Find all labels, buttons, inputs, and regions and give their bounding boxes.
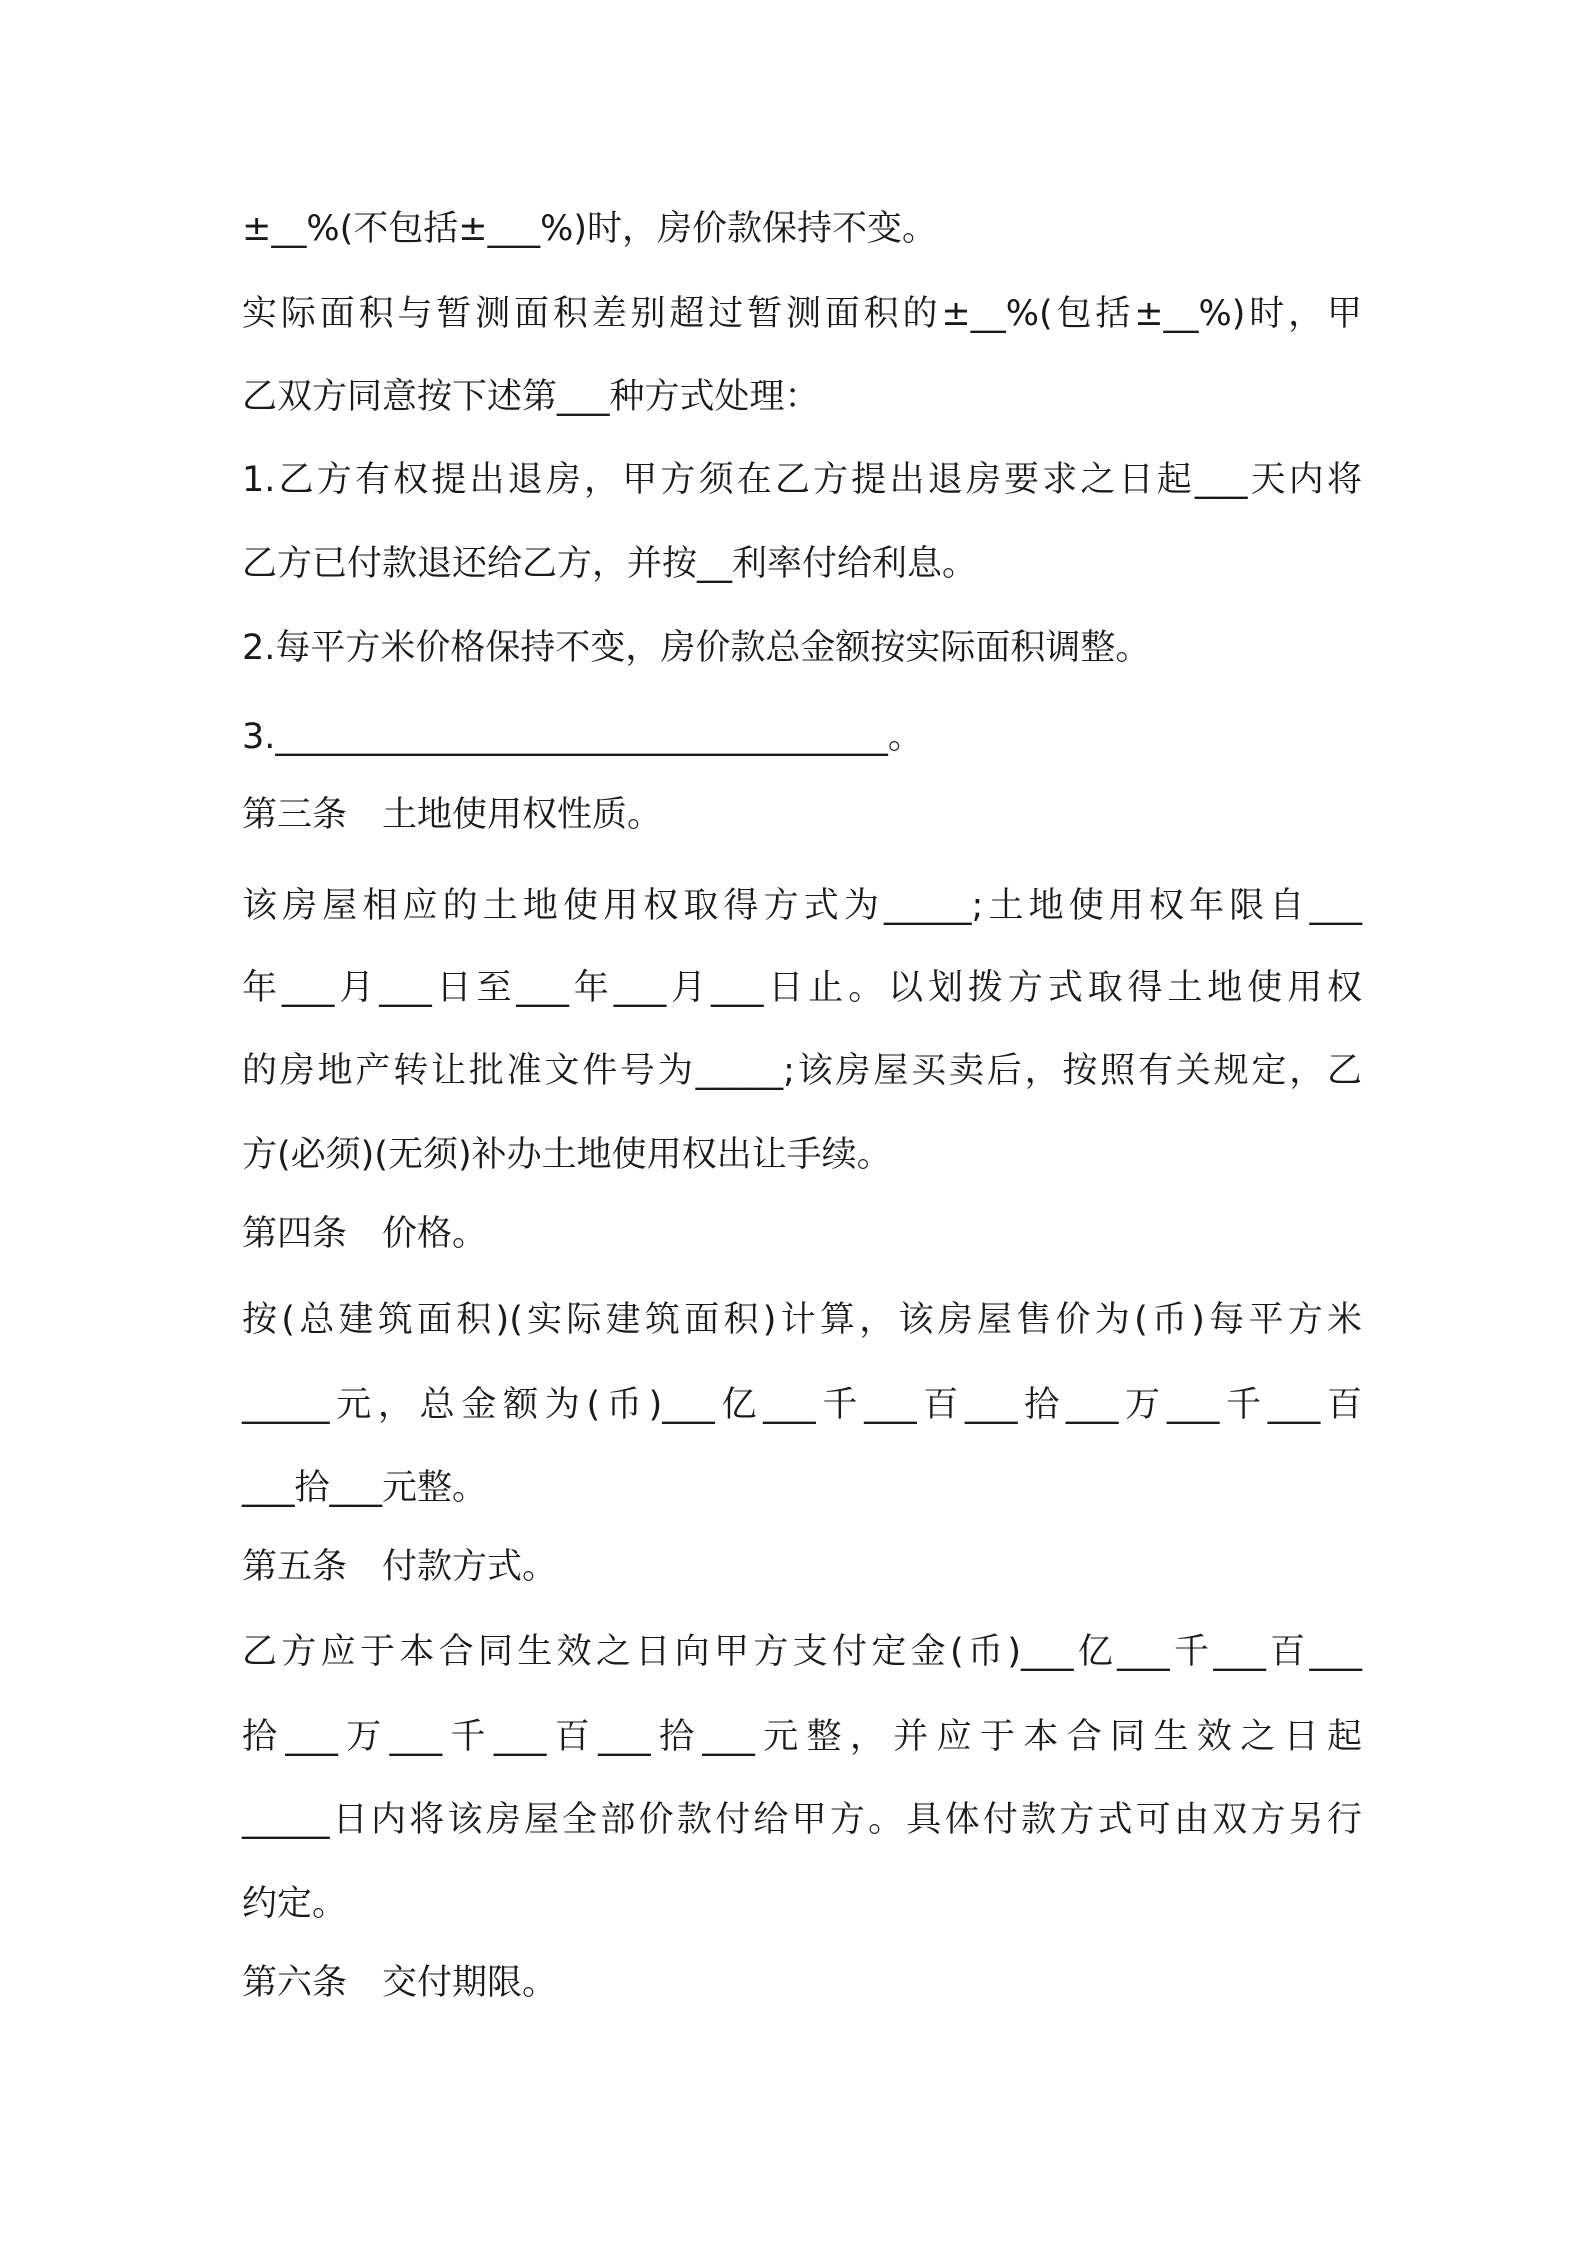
text-line: 实际面积与暂测面积差别超过暂测面积的±__%(包括±__%)时，甲 <box>242 294 1362 334</box>
text-line: 1.乙方有权提出退房，甲方须在乙方提出退房要求之日起___天内将 <box>242 460 1362 500</box>
text-line: ___拾___元整。 <box>242 1468 488 1508</box>
text-line: 拾___万___千___百___拾___元整，并应于本合同生效之日起 <box>242 1717 1362 1757</box>
text-line: 方(必须)(无须)补办土地使用权出让手续。 <box>242 1135 892 1175</box>
text-line: 的房地产转让批准文件号为_____;该房屋买卖后，按照有关规定，乙 <box>242 1051 1362 1091</box>
text-line: 乙方应于本合同生效之日向甲方支付定金(币)___亿___千___百___ <box>242 1632 1362 1672</box>
section-heading: 第四条 价格。 <box>242 1214 488 1254</box>
text-line: _____日内将该房屋全部价款付给甲方。具体付款方式可由双方另行 <box>242 1800 1362 1840</box>
text-line: 3.___________________________________。 <box>242 717 923 757</box>
text-line: 按(总建筑面积)(实际建筑面积)计算，该房屋售价为(币)每平方米 <box>242 1300 1362 1340</box>
text-line: 年___月___日至___年___月___日止。以划拨方式取得土地使用权 <box>242 968 1362 1008</box>
text-line: 该房屋相应的土地使用权取得方式为_____;土地使用权年限自___ <box>242 886 1362 926</box>
text-line: ±__%(不包括±___%)时，房价款保持不变。 <box>242 209 937 249</box>
section-heading: 第五条 付款方式。 <box>242 1547 558 1587</box>
text-line: 乙方已付款退还给乙方，并按__利率付给利息。 <box>242 544 978 584</box>
text-line: 乙双方同意按下述第___种方式处理： <box>242 377 820 417</box>
section-heading: 第六条 交付期限。 <box>242 1963 558 2003</box>
text-line: 2.每平方米价格保持不变，房价款总金额按实际面积调整。 <box>242 628 1151 668</box>
section-heading: 第三条 土地使用权性质。 <box>242 795 663 835</box>
text-line: 约定。 <box>242 1884 348 1924</box>
text-line: _____元，总金额为(币)___亿___千___百___拾___万___千___百 <box>242 1385 1362 1425</box>
